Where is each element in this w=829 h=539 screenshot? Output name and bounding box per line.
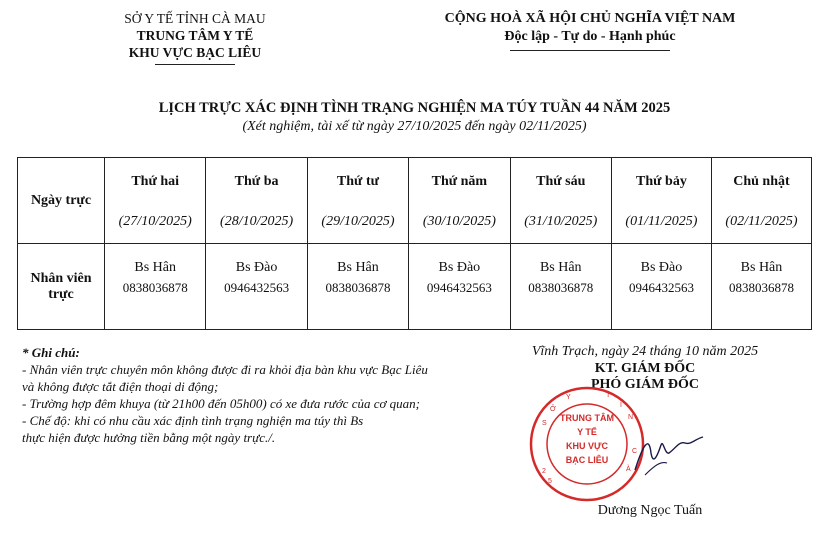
note-line: thực hiện được hưởng tiền bằng một ngày trực./. — [22, 430, 276, 445]
note-line: - Trường hợp đêm khuya (từ 21h00 đến 05h00) có xe đưa rước của cơ quan; — [22, 396, 421, 411]
day-cell — [711, 158, 811, 244]
staff-name: Bs Hân — [539, 260, 582, 275]
day-name: Chủ nhật — [733, 174, 790, 189]
day-name: Thứ bảy — [636, 174, 687, 189]
row-label-days: Ngày trực — [18, 158, 105, 244]
day-date: (27/10/2025) — [118, 214, 192, 229]
svg-text:2: 2 — [542, 468, 546, 475]
day-date: (01/11/2025) — [625, 214, 698, 229]
svg-text:T: T — [606, 392, 611, 399]
staff-phone: 0838036878 — [728, 280, 794, 295]
svg-text:S: S — [542, 420, 547, 427]
day-cell — [409, 158, 510, 244]
signer-name: Dương Ngọc Tuấn — [597, 503, 703, 518]
day-cell — [307, 158, 408, 244]
duty-schedule-table — [17, 157, 812, 330]
day-cell — [105, 158, 206, 244]
note-line: - Nhân viên trực chuyên môn không được đi ra khỏi địa bàn khu vực Bạc Liêu — [22, 362, 428, 377]
svg-text:N: N — [628, 414, 634, 421]
seal-text: BẠC LIÊU — [565, 455, 609, 465]
staff-cell — [711, 244, 811, 330]
staff-cell — [510, 244, 611, 330]
notes-title: * Ghi chú: — [22, 345, 80, 360]
staff-cell — [409, 244, 510, 330]
table-row-days — [18, 158, 812, 244]
staff-phone: 0838036878 — [528, 280, 594, 295]
note-line: và không được tắt điện thoại di động; — [22, 379, 219, 394]
agency-region: KHU VỰC BẠC LIÊU — [128, 45, 262, 60]
motto-underline — [510, 50, 670, 51]
notes-section — [22, 344, 492, 446]
day-cell — [206, 158, 307, 244]
staff-cell — [105, 244, 206, 330]
staff-phone: 0946432563 — [224, 280, 290, 295]
staff-name: Bs Đào — [640, 260, 683, 275]
signature-role-2: PHÓ GIÁM ĐỐC — [590, 377, 700, 392]
national-title: CỘNG HOÀ XÃ HỘI CHỦ NGHĨA VIỆT NAM — [444, 11, 736, 26]
day-cell — [510, 158, 611, 244]
day-name: Thứ năm — [431, 174, 488, 189]
staff-name: Bs Đào — [235, 260, 278, 275]
svg-text:Ở: Ở — [550, 406, 557, 413]
svg-text:5: 5 — [548, 478, 552, 485]
staff-name: Bs Hân — [740, 260, 783, 275]
staff-name: Bs Đào — [438, 260, 481, 275]
national-motto: Độc lập - Tự do - Hạnh phúc — [504, 29, 676, 44]
svg-text:À: À — [626, 466, 631, 473]
staff-phone: 0838036878 — [122, 280, 188, 295]
svg-text:C: C — [632, 448, 638, 455]
day-cell — [611, 158, 711, 244]
staff-cell — [307, 244, 408, 330]
row-label-staff: Nhân viên trực — [18, 244, 105, 330]
staff-name: Bs Hân — [337, 260, 379, 275]
national-header — [410, 10, 770, 46]
agency-parent: SỞ Y TẾ TỈNH CÀ MAU — [124, 11, 266, 26]
seal-text: TRUNG TÂM — [560, 413, 614, 423]
day-name: Thứ ba — [234, 174, 279, 189]
staff-cell — [611, 244, 711, 330]
signature-place-date: Vĩnh Trạch, ngày 24 tháng 10 năm 2025 — [531, 344, 759, 359]
staff-phone: 0946432563 — [628, 280, 694, 295]
staff-phone: 0946432563 — [426, 280, 492, 295]
day-date: (02/11/2025) — [725, 214, 798, 229]
seal-text: KHU VỰC — [566, 441, 608, 451]
staff-phone: 0838036878 — [325, 280, 391, 295]
svg-text:Y: Y — [566, 394, 571, 401]
seal-text: Y TẾ — [577, 427, 597, 437]
staff-cell — [206, 244, 307, 330]
day-date: (28/10/2025) — [220, 214, 294, 229]
document-subtitle: (Xét nghiệm, tài xế từ ngày 27/10/2025 đến ngày 02/11/2025) — [242, 119, 587, 134]
handwritten-signature-icon — [625, 415, 715, 485]
agency-header — [60, 10, 330, 61]
day-name: Thứ sáu — [536, 174, 586, 189]
signature-role-1: KT. GIÁM ĐỐC — [594, 361, 696, 376]
day-name: Thứ hai — [131, 174, 180, 189]
day-date: (30/10/2025) — [422, 214, 496, 229]
day-name: Thứ tư — [336, 174, 380, 189]
staff-name: Bs Hân — [134, 260, 176, 275]
table-row-staff — [18, 244, 812, 330]
svg-text:Ỉ: Ỉ — [620, 402, 622, 409]
document-title: LỊCH TRỰC XÁC ĐỊNH TÌNH TRẠNG NGHIỆN MA TÚY TUẦN 44 NĂM 2025 — [158, 100, 671, 116]
day-date: (29/10/2025) — [321, 214, 395, 229]
note-line: - Chế độ: khi có nhu cầu xác định tình trạng nghiện ma túy thì Bs — [22, 413, 364, 428]
agency-name: TRUNG TÂM Y TẾ — [136, 28, 254, 43]
agency-underline — [155, 64, 235, 65]
day-date: (31/10/2025) — [524, 214, 598, 229]
